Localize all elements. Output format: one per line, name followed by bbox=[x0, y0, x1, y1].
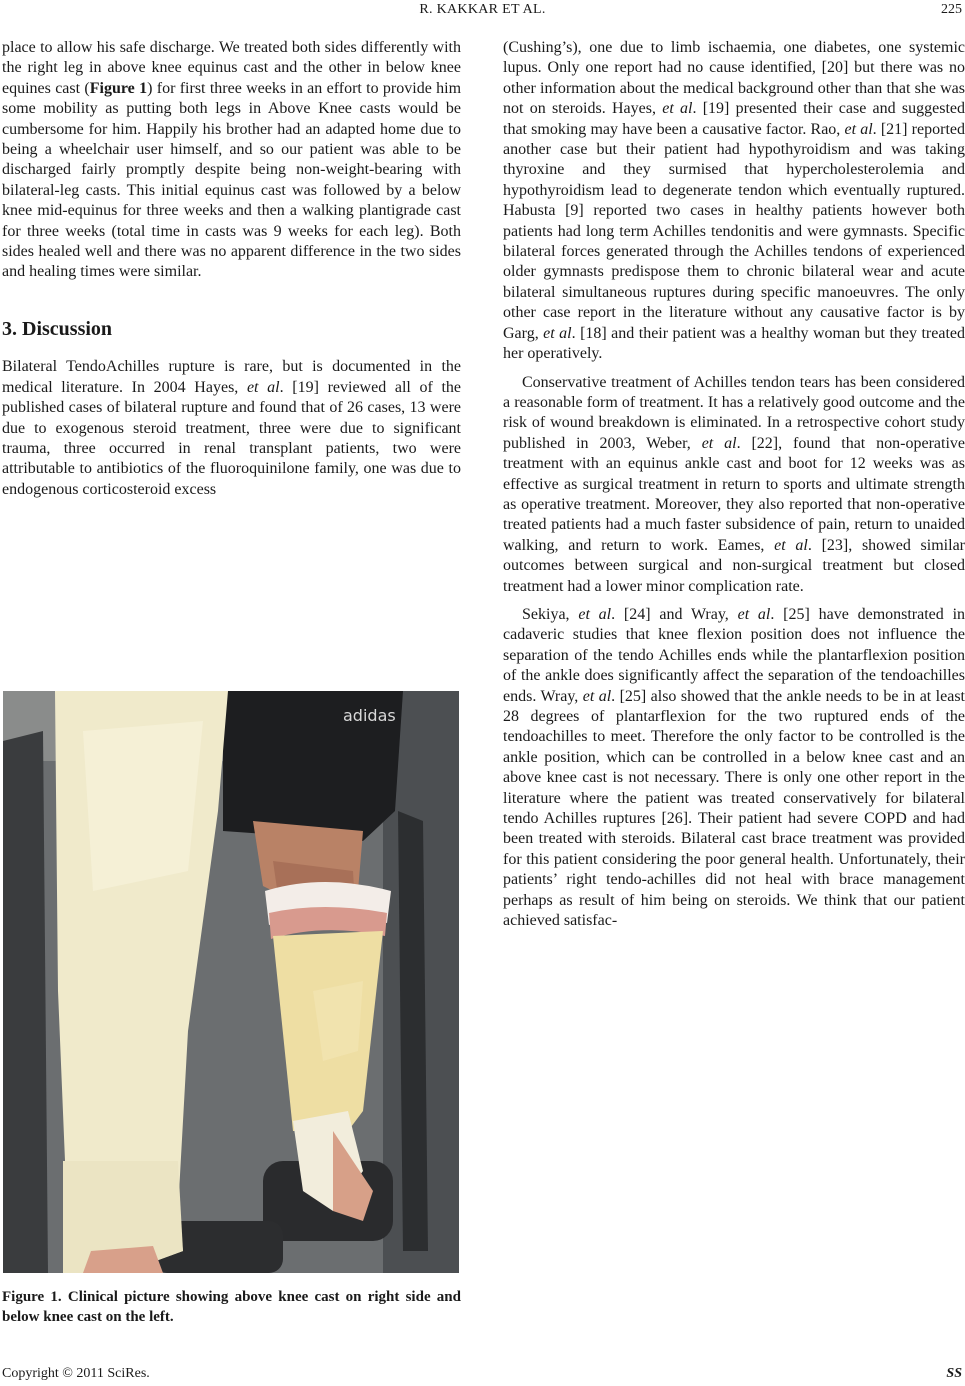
text-span: (Cushing’s), one due to limb ischaemia, one diabetes, one systemic lupus. Only one report had no cause identified, [20] but there was no other information about the medical background other than that she was not on steroids. Hayes, bbox=[503, 39, 965, 118]
text-span: . [19] reviewed all of the published cases of bilateral rupture and found that of 26 cases, 13 were due to exogenous steroid treatment, three were due to significant trauma, three occurred in renal transplant patients, two were attributable to antibiotics of the fluoroquinilone family, one was due to endogenous corticosteroid excess bbox=[2, 378, 462, 498]
text-span: . [24] and Wray, bbox=[611, 605, 738, 623]
figure-photo bbox=[3, 691, 459, 1273]
body-paragraph bbox=[503, 373, 965, 597]
et-al-text: et al bbox=[246, 378, 280, 396]
figure-reference: Figure 1 bbox=[89, 79, 148, 97]
body-paragraph bbox=[503, 38, 965, 365]
text-span: . [23], showed similar outcomes between surgical and non-surgical treatment but closed treatment had a lower minor complication rate. bbox=[503, 536, 965, 595]
et-al-text: et al bbox=[737, 605, 771, 623]
page-number: 225 bbox=[941, 2, 962, 17]
text-span: Sekiya, bbox=[522, 605, 579, 623]
body-paragraph bbox=[2, 357, 461, 500]
running-title: R. KAKKAR ET AL. bbox=[419, 2, 546, 17]
body-paragraph bbox=[2, 38, 461, 283]
et-al-text: et al bbox=[774, 536, 808, 554]
et-al-text: et al bbox=[662, 100, 693, 118]
journal-abbreviation: SS bbox=[946, 1366, 962, 1381]
copyright-notice: Copyright © 2011 SciRes. bbox=[2, 1366, 150, 1381]
page-footer bbox=[0, 1366, 965, 1386]
right-column bbox=[503, 38, 965, 931]
body-paragraph bbox=[503, 605, 965, 932]
left-column bbox=[2, 38, 461, 500]
text-span: Conservative treatment of Achilles tendon tears has been considered a reasonable form of treatment. It has a relatively good outcome and the risk of wound breakdown is eliminated. In a retrospective cohort study published in 2003, Weber, bbox=[503, 373, 965, 452]
text-span: . [25] have demonstrated in cadaveric studies that knee flexion position does not influence the separation of the tendo Achilles ends while the plantarflexion position of the ankle does significantly affect the separation of the tendoachilles ends. Wray, bbox=[503, 605, 965, 705]
et-al-text: et al bbox=[844, 120, 873, 138]
et-al-text: et al bbox=[543, 324, 572, 342]
et-al-text: et al bbox=[701, 434, 737, 452]
page-header bbox=[0, 2, 965, 22]
text-span: . [18] and their patient was a healthy woman but they treated her operatively. bbox=[503, 324, 965, 363]
et-al-text: et al bbox=[578, 605, 612, 623]
text-span: place to allow his safe discharge. We treated both sides differently with the right leg in above knee equinus cast and the other in below knee equines cast ( bbox=[2, 39, 461, 97]
section-heading: 3. Discussion bbox=[2, 317, 113, 340]
clinical-photo-illustration bbox=[3, 691, 459, 1273]
shorts-logo-text: adidas bbox=[343, 706, 396, 725]
text-span: . [25] also showed that the ankle needs to be in at least 28 degrees of plantarflexion for the two ruptured ends of the tendoachilles to meet. Therefore the only factor to be controlled is the ankle position, which can be controlled in a below knee cast and an above knee cast is not necessary. There is only one other report in the literature where the patient was treated conservatively for bilateral tendo Achilles ruptures [26]. Their patient had severe COPD and had been treated with steroids. Bilateral cast brace treatment was provided for this patient considering the poor general health. Unfortunately, their patients’ right tendo-achilles did not heal with brace management perhaps as result of him being on steroids. We think that our patient achieved satisfac- bbox=[503, 687, 965, 930]
figure-caption: Figure 1. Clinical picture showing above knee cast on right side and below knee cast on the left. bbox=[2, 1289, 461, 1325]
text-span: ) for first three weeks in an effort to provide him some mobility as putting both legs in Above Knee casts would be cumbersome for him. Happily his brother had an adapted home due to being a wheelchair user himself, and so our patient was able to be discharged fairly promptly despite being non-weight-bearing with bilateral-leg casts. This initial equinus cast was followed by a below knee mid-equinus for three weeks and then a walking plantigrade cast for three weeks (total time in casts was 9 weeks for each leg). Both sides healed well and there was no apparent difference in the two sides and healing times were similar. bbox=[2, 79, 462, 281]
text-span: . [21] reported another case but their patient had hypothyroidism and was taking thyroxine and they surmised that hypercholesterolemia and hypothyroidism lead to degenerate tendon which eventually ruptured. Habusta [9] reported two cases in healthy patients however both patients had long term Achilles tendonitis and were gymnasts. Specific bilateral forces generated through the Achilles tendons of experienced older gymnasts predispose them to chronic bilateral wear and acute bilateral simultaneous ruptures during specific manoeuvres. The only other case report in the literature without any causative factor is by Garg, bbox=[503, 120, 965, 342]
text-span: . [19] presented their case and suggested that smoking may have been a causative factor. Rao, bbox=[503, 100, 965, 138]
text-span: . [22], found that non-operative treatment with an equinus ankle cast and boot for 12 weeks was as effective as surgical treatment in return to sports and ultimate strength as operative treatment. Moreover, they also reported that non-operative treated patients had a much faster subsidence of pain, return to unaided walking, and return to work. Eames, bbox=[503, 434, 965, 554]
text-span: Bilateral TendoAchilles rupture is rare, but is documented in the medical literature. In 2004 Hayes, bbox=[2, 358, 461, 396]
et-al-text: et al bbox=[582, 687, 612, 705]
